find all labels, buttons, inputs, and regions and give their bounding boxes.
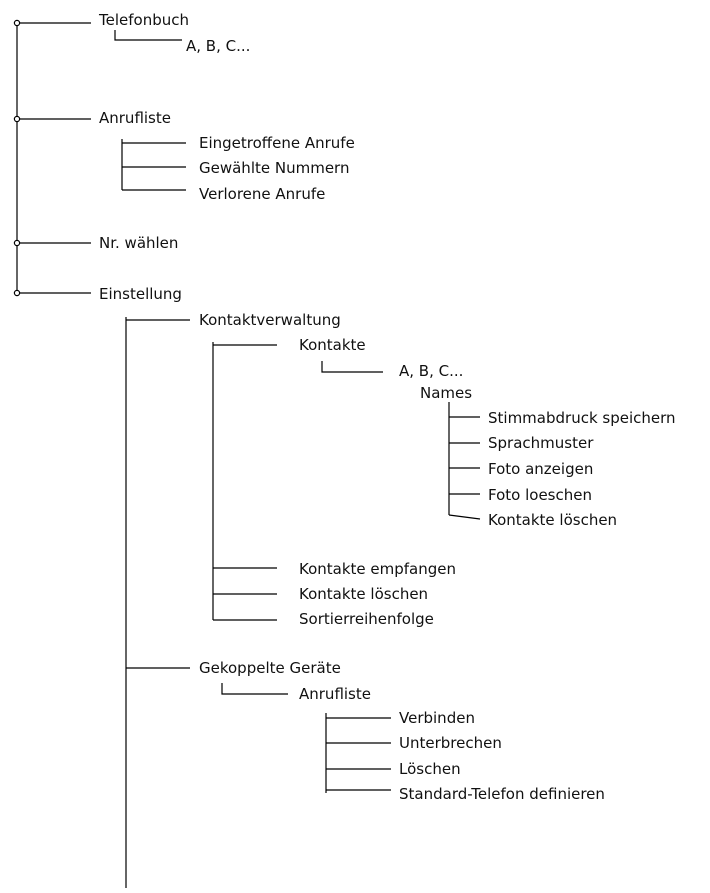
menu-item-foto-loeschen: Foto loeschen — [488, 486, 592, 504]
menu-item-gekoppelte-geraete: Gekoppelte Geräte — [199, 659, 341, 677]
menu-item-anrufliste: Anrufliste — [99, 109, 171, 127]
connector-kontakte-abc — [322, 361, 383, 372]
menu-item-gewaehlte-nummern: Gewählte Nummern — [199, 159, 350, 177]
connector-gekoppelte-anrufliste — [222, 683, 288, 694]
menu-item-sortierreihenfolge: Sortierreihenfolge — [299, 610, 434, 628]
connector-kontakte-loeschen-names — [449, 515, 480, 519]
menu-item-kontakte-empfangen: Kontakte empfangen — [299, 560, 457, 578]
bullet-einstellung — [14, 290, 19, 295]
menu-item-names: Names — [420, 384, 473, 402]
menu-item-standard-telefon-definieren: Standard-Telefon definieren — [399, 785, 605, 803]
menu-item-kontakte-loeschen-names: Kontakte löschen — [488, 511, 618, 529]
menu-item-kontakte-loeschen: Kontakte löschen — [299, 585, 429, 603]
menu-item-telefonbuch: Telefonbuch — [99, 11, 189, 29]
bullet-telefonbuch — [14, 20, 19, 25]
menu-item-kontaktverwaltung: Kontaktverwaltung — [199, 311, 341, 329]
menu-item-unterbrechen: Unterbrechen — [399, 734, 502, 752]
menu-item-anrufliste-geraete: Anrufliste — [299, 685, 371, 703]
menu-item-einstellung: Einstellung — [99, 285, 182, 303]
connector-telefonbuch-abc — [115, 30, 182, 40]
menu-item-loeschen: Löschen — [399, 760, 461, 778]
menu-item-telefonbuch-abc: A, B, C... — [186, 37, 251, 55]
menu-item-kontakte: Kontakte — [299, 336, 366, 354]
bullet-nr-waehlen — [14, 240, 19, 245]
bullet-anrufliste — [14, 116, 19, 121]
menu-item-verlorene-anrufe: Verlorene Anrufe — [199, 185, 326, 203]
menu-item-foto-anzeigen: Foto anzeigen — [488, 460, 594, 478]
menu-item-sprachmuster: Sprachmuster — [488, 434, 594, 452]
menu-item-verbinden: Verbinden — [399, 709, 475, 727]
menu-item-nr-waehlen: Nr. wählen — [99, 234, 179, 252]
menu-item-kontakte-abc: A, B, C... — [399, 362, 464, 380]
menu-item-eingetroffene-anrufe: Eingetroffene Anrufe — [199, 134, 355, 152]
menu-item-stimmabdruck-speichern: Stimmabdruck speichern — [488, 409, 676, 427]
